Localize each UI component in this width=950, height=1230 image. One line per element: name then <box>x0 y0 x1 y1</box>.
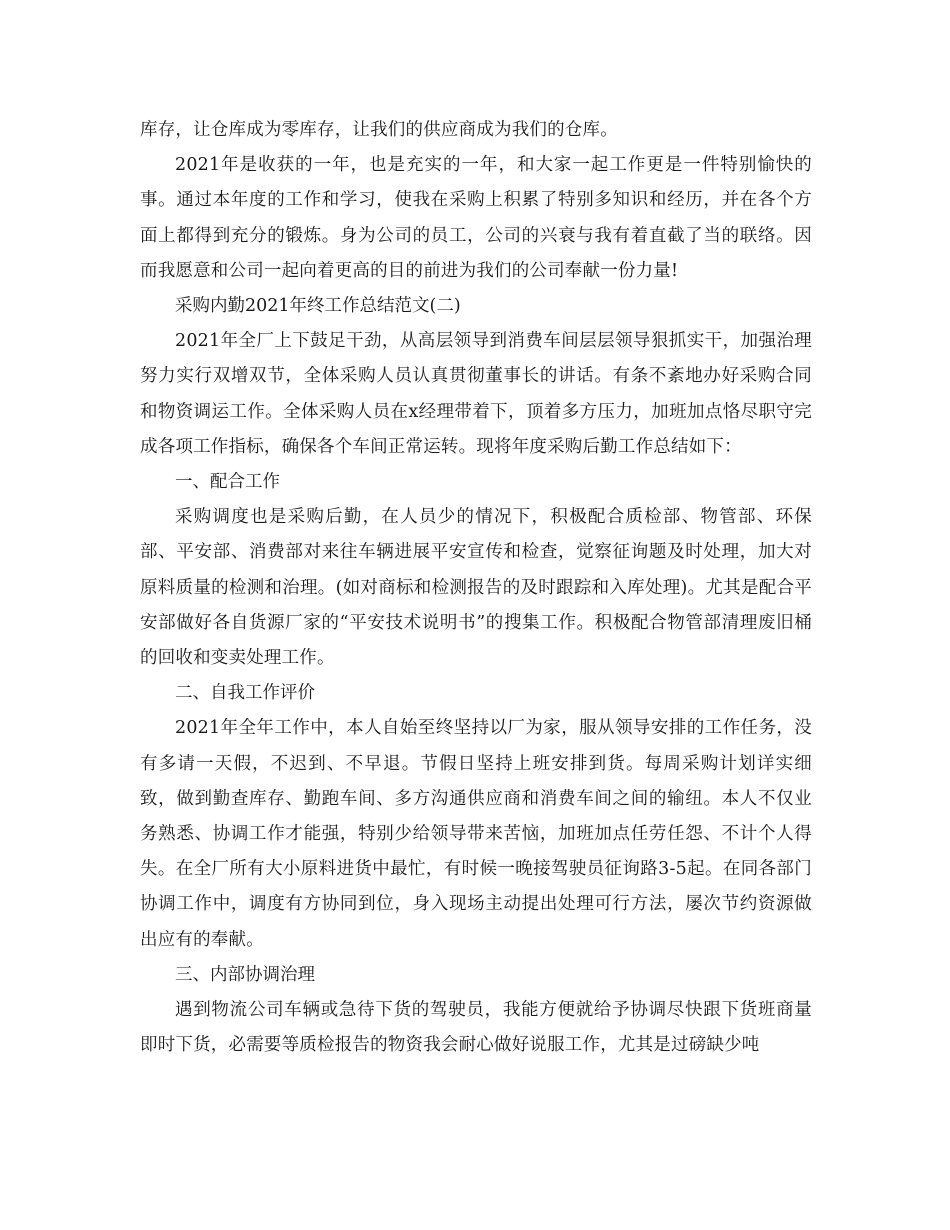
heading-cooperation: 一、配合工作 <box>175 472 280 493</box>
paragraph-summary-closing: 2021年是收获的一年，也是充实的一年，和大家一起工作更是一件特别愉快的事。通过本年度的工作和学习，使我在采购上积累了特别多知识和经历，并在各个方面上都得到充分的锻炼。身为公司的员工，公司的兴衰与我有着直截了当的联络。因而我愿意和公司一起向着更高的目的前进为我们的公司奉献一份力量! <box>140 155 812 281</box>
paragraph-continuation: 库存，让仓库成为零库存，让我们的供应商成为我们的仓库。 <box>140 120 618 140</box>
heading-internal-coordination: 三、内部协调治理 <box>175 964 315 985</box>
document-body <box>140 113 812 1063</box>
section-title: 采购内勤2021年终工作总结范文(二) <box>175 296 461 317</box>
paragraph-internal-coordination: 遇到物流公司车辆或急待下货的驾驶员，我能方便就给予协调尽快跟下货班商量即时下货，必需要等质检报告的物资我会耐心做好说服工作，尤其是过磅缺少吨 <box>140 1000 812 1056</box>
paragraph-intro: 2021年全厂上下鼓足干劲，从高层领导到消费车间层层领导狠抓实干，加强治理努力实行双增双节，全体采购人员认真贯彻董事长的讲话。有条不紊地办好采购合同和物资调运工作。全体采购人员在x经理带着下，顶着多方压力，加班加点恪尽职守完成各项工作指标，确保各个车间正常运转。现将年度采购后勤工作总结如下： <box>140 331 812 457</box>
paragraph-cooperation: 采购调度也是采购后勤，在人员少的情况下，积极配合质检部、物管部、环保部、平安部、消费部对来往车辆进展平安宣传和检查，觉察征询题及时处理，加大对原料质量的检测和治理。(如对商标和检测报告的及时跟踪和入库处理)。尤其是配合平安部做好各自货源厂家的“平安技术说明书”的搜集工作。积极配合物管部清理废旧桶的回收和变卖处理工作。 <box>140 507 812 669</box>
heading-self-evaluation: 二、自我工作评价 <box>175 683 315 704</box>
paragraph-self-evaluation: 2021年全年工作中，本人自始至终坚持以厂为家，服从领导安排的工作任务，没有多请一天假，不迟到、不早退。节假日坚持上班安排到货。每周采购计划详实细致，做到勤查库存、勤跑车间、多方沟通供应商和消费车间之间的输纽。本人不仅业务熟悉、协调工作才能强，特别少给领导带来苦恼，加班加点任劳任怨、不计个人得失。在全厂所有大小原料进货中最忙，有时候一晚接驾驶员征询路3-5起。在同各部门协调工作中，调度有方协同到位，身入现场主动提出处理可行方法，屡次节约资源做出应有的奉献。 <box>140 718 812 950</box>
